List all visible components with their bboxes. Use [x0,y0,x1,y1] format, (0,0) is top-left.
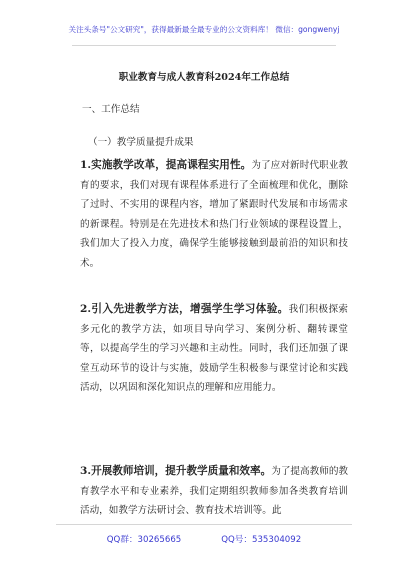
paragraph-body: 我们积极探索多元化的教学方法，如项目导向学习、案例分析、翻转课堂等，以提高学生的学习兴趣和主动性。同时，我们还加强了课堂互动环节的设计与实施，鼓励学生积极参与课堂讨论和实践活动，以巩固和深化知识点的理解和应用能力。 [80,304,348,393]
footer-contact [0,533,408,545]
paragraph-2 [80,300,348,398]
subsection-heading: （一）教学质量提升成果 [88,137,194,148]
header-divider [72,45,336,46]
footer-qq-number: QQ号：535304092 [221,535,302,545]
paragraph-3 [80,462,348,521]
paragraph-lead: 3.开展教师培训，提升教学质量和效率。 [80,465,272,477]
section-heading: 一、工作总结 [82,104,140,115]
paragraph-1 [80,156,348,273]
header-banner: 关注头条号"公文研究"，获得最新最全最专业的公文资料库！ 微信：gongwenyj [68,25,340,34]
paragraph-body: 为了应对新时代职业教育的要求，我们对现有课程体系进行了全面梳理和优化，删除了过时、不实用的课程内容，增加了紧跟时代发展和市场需求的新课程。特别是在先进技术和热门行业领域的课程设置上，我们加大了投入力度，确保学生能够接触到最前沿的知识和技术。 [80,160,349,269]
paragraph-body: 为了提高教师的教育教学水平和专业素养，我们定期组织教师参加各类教育培训活动，如教学方法研讨会、教育技术培训等。此 [80,466,349,516]
footer-qq-group: QQ群：30265665 [106,535,182,545]
paragraph-lead: 1.实施教学改革，提高课程实用性。 [80,159,252,171]
paragraph-lead: 2.引入先进教学方法，增强学生学习体验。 [80,303,289,315]
document-title: 职业教育与成人教育科2024年工作总结 [118,72,290,83]
footer-divider [56,524,352,525]
